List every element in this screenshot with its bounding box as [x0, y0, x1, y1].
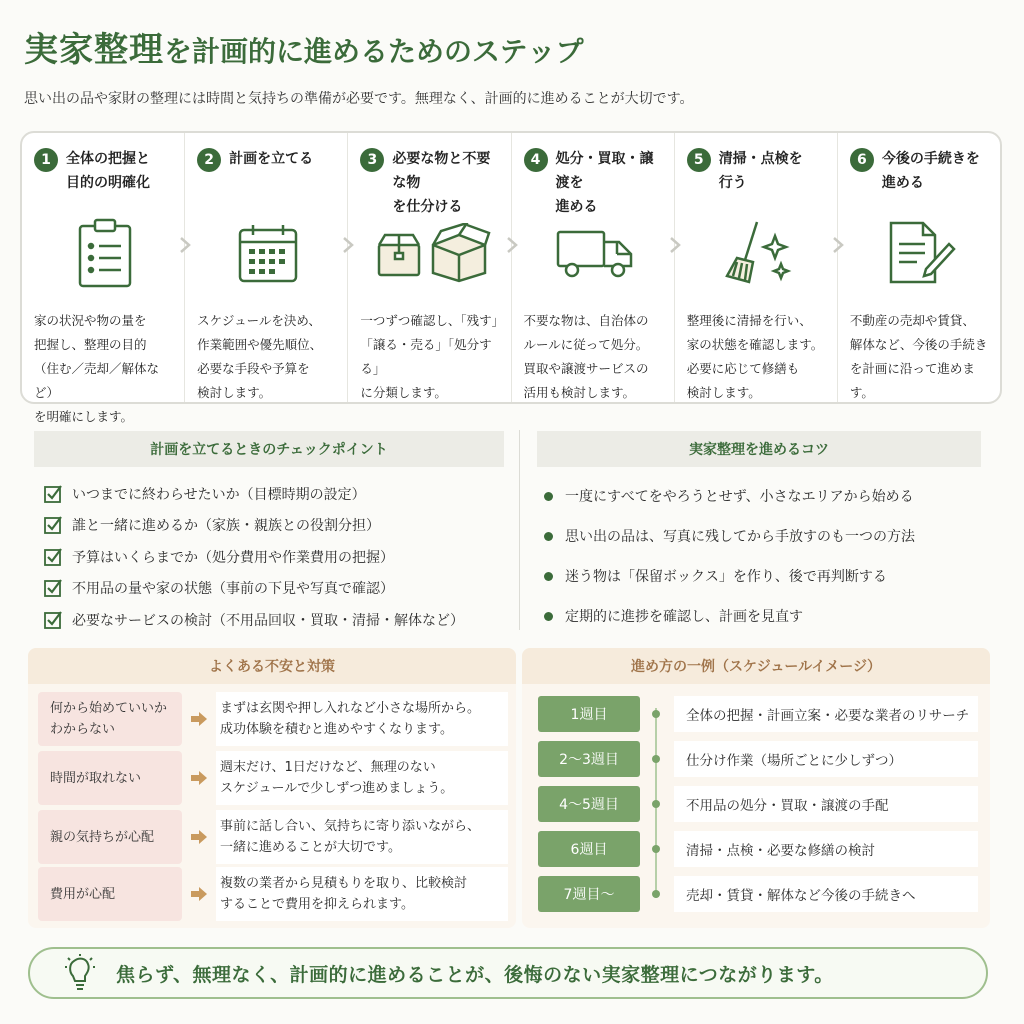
step-2	[185, 133, 348, 402]
title-main: 実家整理	[24, 30, 164, 70]
footer-banner	[28, 947, 988, 999]
schedule-row	[538, 696, 978, 732]
schedule-row	[538, 741, 978, 777]
checkbox-icon	[44, 516, 62, 534]
faq-answer: 事前に話し合い、気持ちに寄り添いながら、 一緒に進めることが大切です。	[216, 810, 508, 864]
schedule-heading: 進め方の一例（スケジュールイメージ）	[522, 648, 990, 684]
schedule-task: 全体の把握・計画立案・必要な業者のリサーチ	[674, 696, 978, 732]
faq-question: 何から始めていいか わからない	[38, 692, 182, 746]
faq-question: 費用が心配	[38, 867, 182, 921]
step-description: 一つずつ確認し、「残す」 「譲る・売る」「処分する」 に分類します。	[360, 313, 505, 400]
bullet-icon	[544, 492, 553, 501]
week-label: 7週目〜	[538, 876, 640, 912]
step-number: 1	[34, 148, 58, 172]
broom-icon	[687, 205, 829, 301]
schedule-row	[538, 831, 978, 867]
lightbulb-icon	[58, 954, 102, 992]
timeline-dot	[652, 800, 660, 808]
step-5	[675, 133, 838, 402]
chevron-right-icon	[504, 235, 520, 255]
faq-heading: よくある不安と対策	[28, 648, 516, 684]
faq-question: 親の気持ちが心配	[38, 810, 182, 864]
step-number: 6	[850, 148, 874, 172]
step-number: 3	[360, 148, 384, 172]
faq-row	[38, 810, 508, 864]
truck-icon	[524, 205, 666, 301]
step-title: 全体の把握と 目的の明確化	[66, 151, 150, 191]
timeline-dot	[652, 890, 660, 898]
faq-question: 時間が取れない	[38, 751, 182, 805]
week-label: 2〜3週目	[538, 741, 640, 777]
list-item: 不用品の量や家の状態（事前の下見や写真で確認）	[44, 573, 464, 605]
checkbox-icon	[44, 611, 62, 629]
document-pen-icon	[850, 205, 992, 301]
arrow-right-icon	[182, 887, 216, 901]
chevron-right-icon	[830, 235, 846, 255]
step-description: 不要な物は、自治体の ルールに従って処分。 買取や譲渡サービスの 活用も検討します。	[523, 313, 649, 400]
step-6	[838, 133, 1000, 402]
schedule-panel	[522, 648, 990, 928]
week-label: 1週目	[538, 696, 640, 732]
list-item: 定期的に進捗を確認し、計画を見直す	[544, 596, 915, 636]
tips-heading: 実家整理を進めるコツ	[537, 431, 981, 467]
step-number: 5	[687, 148, 711, 172]
list-item: 必要なサービスの検討（不用品回収・買取・清掃・解体など）	[44, 604, 464, 636]
banner-message: 焦らず、無理なく、計画的に進めることが、後悔のない実家整理につながります。	[116, 963, 834, 986]
list-item: 思い出の品は、写真に残してから手放すのも一つの方法	[544, 516, 915, 556]
step-title: 今後の手続きを 進める	[881, 151, 980, 191]
step-3	[348, 133, 511, 402]
week-label: 4〜5週目	[538, 786, 640, 822]
step-description: 整理後に清掃を行い、 家の状態を確認します。 必要に応じて修繕も 検討します。	[686, 313, 824, 400]
bullet-icon	[544, 612, 553, 621]
step-1	[22, 133, 185, 424]
checkpoints-heading: 計画を立てるときのチェックポイント	[34, 431, 504, 467]
schedule-task: 清掃・点検・必要な修繕の検討	[674, 831, 978, 867]
checkbox-icon	[44, 579, 62, 597]
bullet-icon	[544, 532, 553, 541]
checkbox-icon	[44, 485, 62, 503]
step-title: 清掃・点検を 行う	[718, 151, 803, 191]
list-item: 予算はいくらまでか（処分費用や作業費用の把握）	[44, 541, 464, 573]
page-subtitle: 思い出の品や家財の整理には時間と気持ちの準備が必要です。無理なく、計画的に進めることが大切です。	[24, 91, 694, 107]
timeline-dot	[652, 710, 660, 718]
list-item: 誰と一緒に進めるか（家族・親族との役割分担）	[44, 510, 464, 542]
week-label: 6週目	[538, 831, 640, 867]
step-number: 2	[197, 148, 221, 172]
chevron-right-icon	[340, 235, 356, 255]
faq-row	[38, 692, 508, 746]
list-item: 迷う物は「保留ボックス」を作り、後で再判断する	[544, 556, 915, 596]
schedule-task: 売却・賃貸・解体など今後の手続きへ	[674, 876, 978, 912]
step-description: スケジュールを決め、 作業範囲や優先順位、 必要な手段や予算を 検討します。	[197, 313, 323, 400]
faq-answer: まずは玄関や押し入れなど小さな場所から。 成功体験を積むと進めやすくなります。	[216, 692, 508, 746]
arrow-right-icon	[182, 712, 216, 726]
clipboard-icon	[34, 205, 176, 301]
step-title: 計画を立てる	[229, 151, 314, 167]
faq-row	[38, 751, 508, 805]
step-description: 家の状況や物の量を 把握し、整理の目的 （住む／売却／解体など） を明確にします。	[34, 313, 160, 424]
checkbox-icon	[44, 548, 62, 566]
list-item: いつまでに終わらせたいか（目標時期の設定）	[44, 478, 464, 510]
step-4	[512, 133, 675, 402]
schedule-task: 仕分け作業（場所ごとに少しずつ）	[674, 741, 978, 777]
step-title: 必要な物と不要な物 を仕分ける	[392, 151, 491, 215]
page-title	[24, 22, 583, 71]
chevron-right-icon	[177, 235, 193, 255]
section-divider	[519, 430, 520, 630]
boxes-icon	[360, 205, 502, 301]
steps-panel	[20, 131, 1002, 424]
tips-list	[544, 476, 915, 636]
chevron-right-icon	[667, 235, 683, 255]
bullet-icon	[544, 572, 553, 581]
arrow-right-icon	[182, 830, 216, 844]
schedule-task: 不用品の処分・買取・譲渡の手配	[674, 786, 978, 822]
step-number: 4	[524, 148, 548, 172]
calendar-icon	[197, 205, 339, 301]
title-rest: を計画的に進めるためのステップ	[164, 35, 584, 68]
schedule-row	[538, 786, 978, 822]
timeline-dot	[652, 755, 660, 763]
faq-answer: 複数の業者から見積もりを取り、比較検討 することで費用を抑えられます。	[216, 867, 508, 921]
step-description: 不動産の売却や賃貸、 解体など、今後の手続き を計画に沿って進めます。	[849, 313, 988, 400]
list-item: 一度にすべてをやろうとせず、小さなエリアから始める	[544, 476, 915, 516]
timeline-dot	[652, 845, 660, 853]
faq-answer: 週末だけ、1日だけなど、無理のない スケジュールで少しずつ進めましょう。	[216, 751, 508, 805]
step-title: 処分・買取・譲渡を 進める	[555, 151, 654, 215]
faq-row	[38, 867, 508, 921]
checkpoints-list	[44, 478, 464, 636]
faq-panel	[28, 648, 516, 928]
schedule-row	[538, 876, 978, 912]
arrow-right-icon	[182, 771, 216, 785]
